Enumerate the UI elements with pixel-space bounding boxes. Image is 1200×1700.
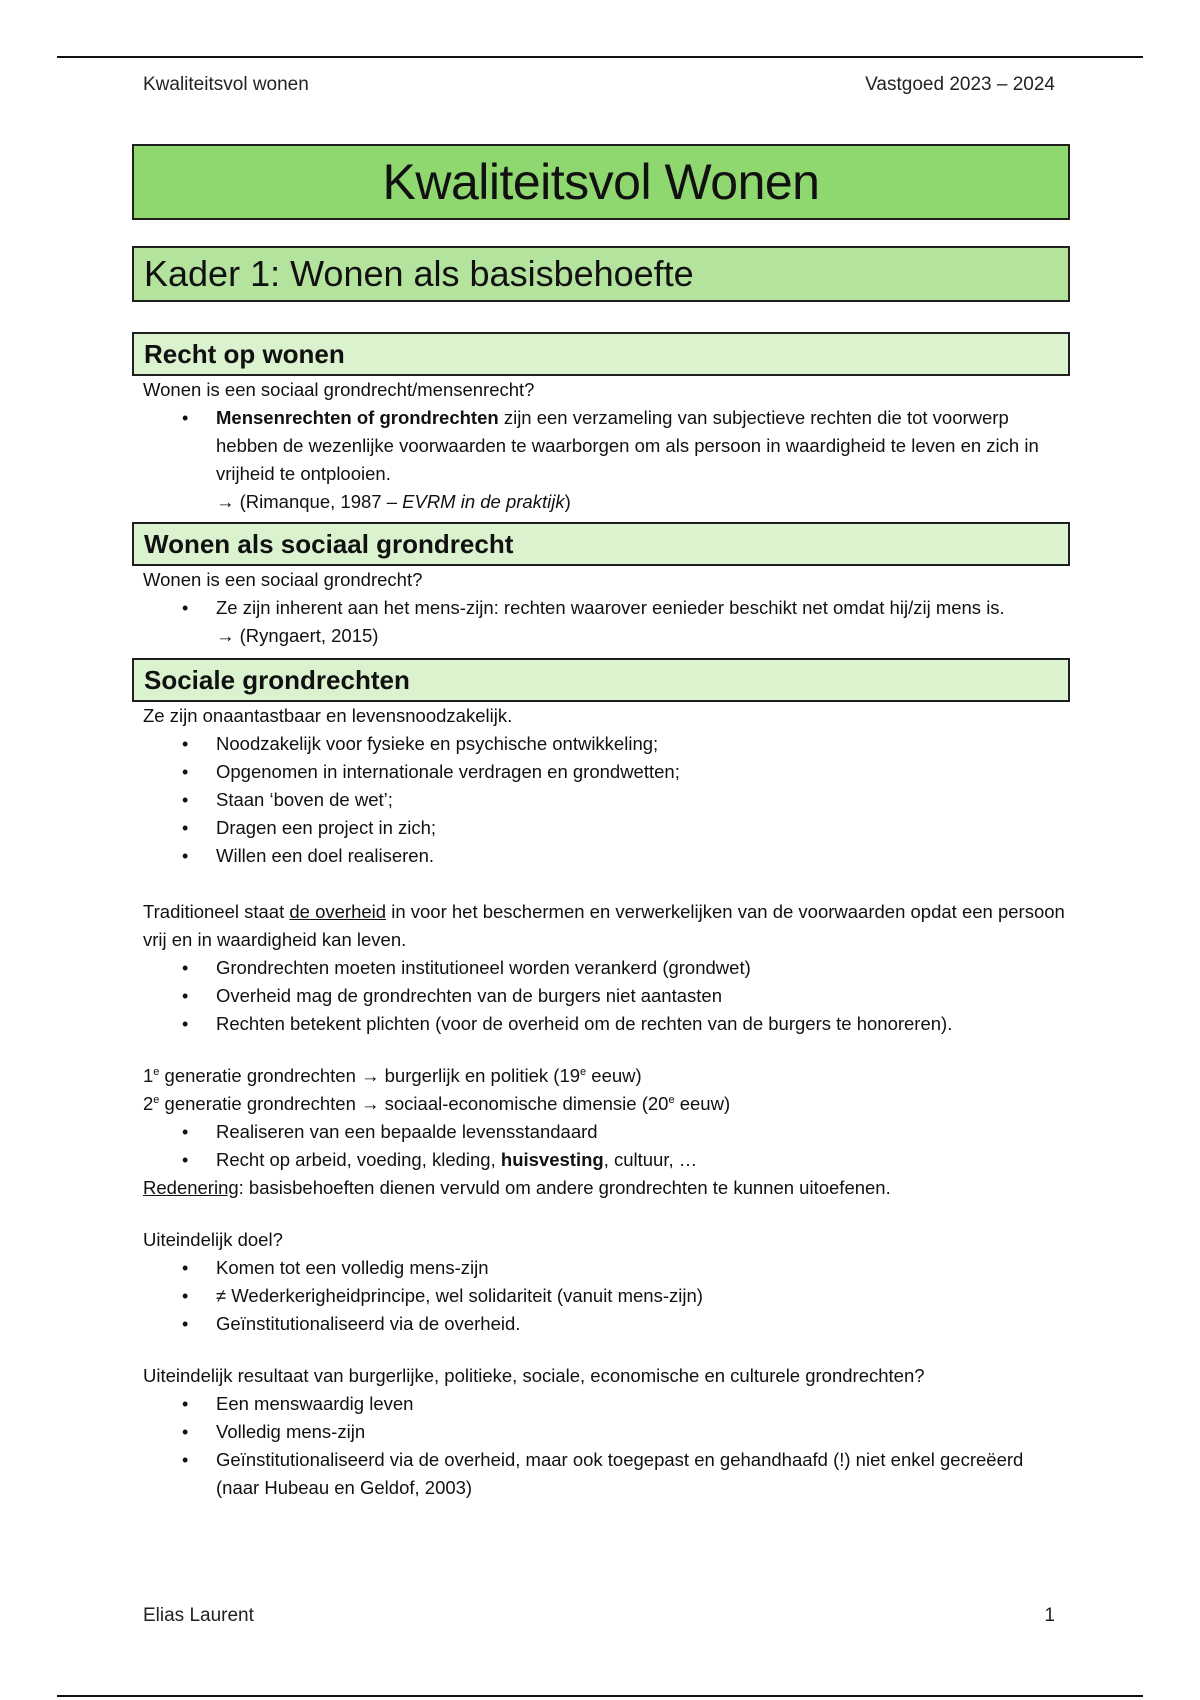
doel-list — [132, 1254, 1070, 1338]
generation-text: generatie grondrechten → sociaal-economische dimensie (20 — [159, 1093, 669, 1114]
section-3-list — [132, 730, 1070, 870]
definition-text: zijn een verzameling van subjectieve rechten die tot voorwerp hebben de wezenlijke voorwaarden te waarborgen om als persoon in waardigheid te leven en zich in vrijheid te ontplooien. — [216, 407, 1039, 484]
bottom-rule — [57, 1695, 1143, 1697]
list-item: • Noodzakelijk voor fysieke en psychische ontwikkeling; — [216, 730, 1070, 758]
section-1-intro: Wonen is een sociaal grondrecht/mensenrecht? — [143, 379, 535, 400]
generation-text: generatie grondrechten → burgerlijk en politiek (19 — [159, 1065, 581, 1086]
section-heading-recht-op-wonen: Recht op wonen — [132, 332, 1070, 376]
list-item: • Overheid mag de grondrechten van de burgers niet aantasten — [216, 982, 1070, 1010]
result-list — [132, 1390, 1070, 1502]
section-1-list — [132, 404, 1070, 516]
section-heading-wonen-als-sociaal-grondrecht: Wonen als sociaal grondrecht — [132, 522, 1070, 566]
header-right: Vastgoed 2023 – 2024 — [865, 74, 1055, 95]
spacer — [132, 1038, 1070, 1062]
spacer — [132, 1202, 1070, 1226]
list-item: • Dragen een project in zich; — [216, 814, 1070, 842]
generation-text-end: eeuw) — [586, 1065, 642, 1086]
reference: → (Ryngaert, 2015) — [216, 625, 379, 646]
list-item: • Volledig mens-zijn — [216, 1418, 1070, 1446]
superscript: e — [580, 1065, 587, 1078]
bold-term: Mensenrechten of grondrechten — [216, 407, 499, 428]
section-3-intro: Ze zijn onaantastbaar en levensnoodzakelijk. — [143, 705, 513, 726]
section-heading-sociale-grondrechten: Sociale grondrechten — [132, 658, 1070, 702]
traditioneel-list — [132, 954, 1070, 1038]
list-item: • Staan ‘boven de wet’; — [216, 786, 1070, 814]
bold-term: huisvesting — [500, 1149, 604, 1170]
document-title: Kwaliteitsvol Wonen — [132, 144, 1070, 220]
redenering-line — [132, 1174, 1070, 1202]
superscript: e — [153, 1093, 160, 1106]
list-item: • Komen tot een volledig mens-zijn — [216, 1254, 1070, 1282]
generation-1-line — [132, 1062, 1070, 1090]
header-left: Kwaliteitsvol wonen — [143, 74, 309, 95]
page-header — [143, 74, 1055, 96]
generation-number: 1 — [143, 1065, 154, 1086]
result-question: Uiteindelijk resultaat van burgerlijke, politieke, sociale, economische en culturele grondrechten? — [143, 1365, 925, 1386]
superscript: e — [668, 1093, 675, 1106]
footer-author: Elias Laurent — [143, 1605, 254, 1626]
spacer — [132, 1338, 1070, 1362]
list-item: • Een menswaardig leven — [216, 1390, 1070, 1418]
section-2-list — [132, 594, 1070, 650]
list-item — [216, 404, 1070, 516]
underlined-term: de overheid — [289, 901, 387, 922]
traditioneel-paragraph — [132, 898, 1070, 954]
generation-number: 2 — [143, 1093, 154, 1114]
generation-2-line — [132, 1090, 1070, 1118]
list-item: • ≠ Wederkerigheidprincipe, wel solidariteit (vanuit mens-zijn) — [216, 1282, 1070, 1310]
list-item-text: , cultuur, … — [603, 1149, 698, 1170]
generation-2-list — [132, 1118, 1070, 1174]
paragraph-text: in voor het beschermen en verwerkelijken van de voorwaarden opdat een persoon vrij en in waardigheid kan leven. — [143, 901, 1065, 950]
list-item: • Geïnstitutionaliseerd via de overheid, maar ook toegepast en gehandhaafd (!) niet enkel gecreëerd (naar Hubeau en Geldof, 2003) — [216, 1446, 1070, 1502]
top-rule — [57, 56, 1143, 58]
reference-prefix: → (Rimanque, 1987 – — [216, 491, 403, 512]
kader-heading: Kader 1: Wonen als basisbehoefte — [132, 246, 1070, 302]
doel-question: Uiteindelijk doel? — [143, 1229, 283, 1250]
list-item: • Rechten betekent plichten (voor de overheid om de rechten van de burgers te honoreren). — [216, 1010, 1070, 1038]
section-2-intro: Wonen is een sociaal grondrecht? — [143, 569, 423, 590]
document-body — [132, 144, 1070, 1502]
superscript: e — [153, 1065, 160, 1078]
list-item: • Opgenomen in internationale verdragen en grondwetten; — [216, 758, 1070, 786]
reference-suffix: ) — [564, 491, 571, 512]
page-number: 1 — [1044, 1605, 1055, 1626]
reference-title: EVRM in de praktijk — [402, 491, 565, 512]
list-item-text: Ze zijn inherent aan het mens-zijn: rechten waarover eenieder beschikt net omdat hij/zij mens is. — [216, 597, 1005, 618]
redenering-label: Redenering — [143, 1177, 239, 1198]
list-item: • Willen een doel realiseren. — [216, 842, 1070, 870]
spacer — [132, 870, 1070, 898]
list-item: • Grondrechten moeten institutioneel worden verankerd (grondwet) — [216, 954, 1070, 982]
paragraph-text: Traditioneel staat — [143, 901, 290, 922]
list-item — [216, 1146, 1070, 1174]
list-item — [216, 594, 1070, 650]
redenering-text: : basisbehoeften dienen vervuld om andere grondrechten te kunnen uitoefenen. — [238, 1177, 891, 1198]
list-item-text: Recht op arbeid, voeding, kleding, — [216, 1149, 501, 1170]
list-item: • Realiseren van een bepaalde levensstandaard — [216, 1118, 1070, 1146]
page-footer — [143, 1605, 1055, 1627]
generation-text-end: eeuw) — [674, 1093, 731, 1114]
reference — [216, 488, 1070, 516]
list-item: • Geïnstitutionaliseerd via de overheid. — [216, 1310, 1070, 1338]
